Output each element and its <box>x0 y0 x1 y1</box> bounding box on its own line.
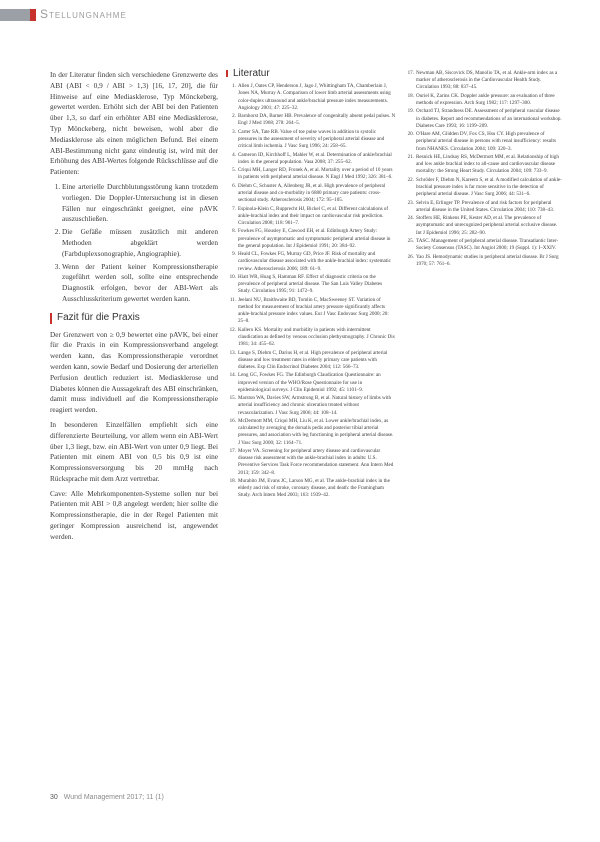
header-bar <box>0 0 600 28</box>
reference-entry <box>226 448 396 477</box>
reference-text: Stoffers HE, Rinkens PE, Kester AD, et al. The prevalence of asymptomatic and unrecognized peripheral arterial occlusive disease. Int J Epidemiol 1996; 25: 282–90. <box>416 215 558 236</box>
reference-number: 11. <box>229 296 236 303</box>
reference-entry <box>226 395 396 417</box>
reference-number: 17. <box>407 70 414 76</box>
page-footer <box>50 794 164 801</box>
reference-entry <box>404 177 564 199</box>
reference-number: 6. <box>232 182 236 189</box>
reference-entry <box>226 206 396 228</box>
reference-entry <box>226 327 396 349</box>
reference-entry <box>226 372 396 394</box>
section-heading-practice: Fazit für die Praxis <box>50 313 218 324</box>
header-block <box>0 9 30 21</box>
reference-entry <box>226 418 396 447</box>
reference-text: Cameron ID, Kirchhoff L, Mahler W, et al. Determination of ankle/brachial index in the general population. Vasa 2008; 37: 255–62. <box>238 151 392 165</box>
reference-entry <box>226 152 396 166</box>
reference-number: 21. <box>407 153 414 160</box>
reference-number: 16. <box>229 417 236 424</box>
findings-list <box>50 182 218 305</box>
reference-number: 10. <box>229 273 236 280</box>
reference-number: 19. <box>407 108 414 115</box>
reference-entry <box>404 254 564 268</box>
page-number: 30 <box>50 794 58 801</box>
list-item: 2. Die Gefäße müssen zusätzlich mit anderen Methoden abgeklärt werden (Farbduplexsonographie, Angiographie). <box>62 227 218 259</box>
reference-number: 9. <box>232 251 236 258</box>
reference-entry <box>226 297 396 326</box>
reference-entry <box>404 154 564 176</box>
section-header-title: Stellungnahme <box>40 7 127 21</box>
intro-paragraph: In der Literatur finden sich verschiedene Grenzwerte des ABI (ABI < 0,9 / ABI > 1,3) [16, 17, 20], die für Hinweise auf eine Mediasklerose, Typ Mönckeberg, gewertet werden. Erhöht sich der ABI bei den Patienten über 1,3, so darf ein erhöhter ABI eine Mediasklerose, Typ Mönckeberg, nicht beweisen, wohl aber die Mediasklerose als einen möglichen Befund. Bei einem ABI-Bestimmung nicht ganz eindeutig ist, wird mit der Erhöhung des ABI-Wertes folgende Rückschlüsse auf die Patienten: <box>50 70 218 177</box>
reference-text: Kallero KS. Mortality and morbidity in patients with intermittent claudication as defined by venous occlusion plethysmography. J Chronic Dis 1981; 34: 455–62. <box>238 326 395 348</box>
practice-paragraph: Der Grenzwert von ≥ 0,9 bewertet eine pAVK, bei einer für die Praxis in ein Kompressionsverband angelegt werden kann, das Kompressionstherapie verordnet werden kann, sowie Bedarf und Dosierung der arteriellen Perfusion deutlich reduziert ist. Mediasklerose und Diabetes können die Aussagekraft des ABI einschränken, damit muss individuell auf die Kompressionstherapie reagiert werden. <box>50 329 218 415</box>
reference-number: 15. <box>229 395 236 402</box>
reference-entry <box>226 251 396 273</box>
reference-number: 26. <box>407 253 414 260</box>
reference-number: 1. <box>232 83 236 90</box>
reference-entry <box>226 129 396 151</box>
reference-number: 13. <box>229 349 236 356</box>
reference-number: 8. <box>232 228 236 235</box>
reference-entry <box>226 183 396 205</box>
reference-text: Leng GC, Fowkes FG. The Edinburgh Claudication Questionnaire: an improved version of the WHO/Rose Questionnaire for use in epidemiological surveys. J Clin Epidemiol 1992; 45: 1101–9. <box>238 372 381 393</box>
reference-entry <box>404 70 564 92</box>
references-column-right <box>404 70 564 269</box>
reference-text: Fowkes FG, Housley E, Cawood EH, et al. Edinburgh Artery Study: prevalence of asymptomatic and symptomatic peripheral arterial disease in the general population. Int J Epidemiol 1991; 20: 384–92. <box>238 228 391 249</box>
reference-entry <box>404 238 564 252</box>
reference-entry <box>226 167 396 181</box>
reference-text: Criqui MH, Langer RD, Fronek A, et al. Mortality over a period of 10 years in patients with peripheral arterial disease. N Engl J Med 1992; 326: 381–6. <box>238 167 393 181</box>
reference-number: 17. <box>229 447 236 454</box>
reference-list <box>226 83 396 499</box>
reference-number: 2. <box>232 113 236 120</box>
reference-number: 20. <box>407 131 414 138</box>
reference-text: Schröder F, Diehm N, Kareem S, et al. A modified calculation of ankle-brachial pressure index is far more sensitive in the detection of peripheral arterial disease. J Vasc Surg 2006; 44: 531–6. <box>416 176 562 198</box>
references-heading: Literatur <box>226 70 396 77</box>
practice-paragraph: Cave: Alle Mehrkomponenten-Systeme sollen nur bei Patienten mit ABI > 0,8 angelegt werden; hier sollte die Kompressionstherapie, die in der Regel Patienten mit geringer Kompression ausreichend ist, angewendet werden. <box>50 488 218 541</box>
practice-paragraph: In besonderen Einzelfällen empfiehlt sich eine differenzierte Beurteilung, vor allem wenn ein ABI-Wert über 1,3 liegt, bzw. ein ABI-Wert von unter 0,9 liegt. Bei Patienten mit einem ABI von 0,5 bis 0,9 ist eine Kompressionsversorgung bis 20 mmHg nach Rücksprache mit dem Arzt vertretbar. <box>50 419 218 483</box>
reference-text: Carter SA, Tate RB. Value of toe pulse waves in addition to systolic pressures in the assessment of severity of peripheral arterial disease and critical limb ischemia. J Vasc Surg 1996; 24: 258–65. <box>238 128 385 150</box>
journal-citation: Wund Management 2017; 11 (1) <box>63 794 164 801</box>
reference-number: 18. <box>407 92 414 99</box>
reference-entry <box>404 131 564 153</box>
reference-text: Murabito JM, Evans JC, Larson MG, et al. The ankle-brachial index in the elderly and risk of stroke, coronary disease, and death: the Framingham Study. Arch Intern Med 2003; 163: 1939–42. <box>238 477 390 499</box>
reference-text: Resnick HE, Lindsay RS, McDermott MM, et al. Relationship of high and low ankle brachial index to all-cause and cardiovascular disease mortality: the Strong Heart Study. Circulation 2004; 109: 733–9. <box>416 153 559 175</box>
reference-text: Jeelani NU, Braithwaite BD, Tomlin C, MacSweeney ST. Variation of method for measurement of brachial artery pressure significantly affects ankle-brachial pressure index values. Eur J Vasc Endovasc Surg 2000; 20: 25–8. <box>238 296 389 325</box>
reference-text: Newman AB, Siscovick DS, Manolio TA, et al. Ankle-arm index as a marker of atherosclerosis in the Cardiovascular Health Study. Circulation 1993; 88: 837–45. <box>416 70 558 91</box>
reference-text: O'Hare AM, Glidden DV, Fox CS, Hsu CY. High prevalence of peripheral arterial disease in persons with renal insufficiency: results from NHANES. Circulation 2004; 109: 320–3. <box>416 131 556 152</box>
reference-number: 7. <box>232 205 236 212</box>
reference-text: Allen J, Oates CP, Henderson J, Jago J, Whittingham TA, Chamberlain J, Jones NA, Murray A. Comparison of lower limb arterial assessments using color-duplex ultrasound and ankle/brachial pressure index measurements. Angiology 2001; 47: 225–32. <box>238 83 391 111</box>
reference-number: 12. <box>229 326 236 333</box>
reference-entry <box>226 478 396 500</box>
reference-entry <box>226 113 396 127</box>
reference-text: Diehm C, Schuster A, Allenberg JR, et al. High prevalence of peripheral arterial disease and co-morbidity in 6880 primary care patients: cross-sectional study. Atherosclerosis 2004; 172: 95–105. <box>238 182 386 204</box>
reference-entry <box>226 83 396 112</box>
reference-text: Barnhorst DA, Barner HB. Prevalence of congenitally absent pedal pulses. N Engl J Med 1968; 278: 264–5. <box>238 113 396 127</box>
reference-entry <box>226 274 396 296</box>
reference-number: 25. <box>407 237 414 244</box>
reference-text: Ouriel K, Zarins CK. Doppler ankle pressure: an evaluation of three methods of expression. Arch Surg 1982; 117: 1297–300. <box>416 92 555 106</box>
reference-text: Heald CL, Fowkes FG, Murray GD, Price JF. Risk of mortality and cardiovascular disease associated with the ankle-brachial index: systematic review. Atherosclerosis 2006; 189: 61–9. <box>238 251 391 272</box>
reference-list <box>404 70 564 268</box>
reference-text: Marston WA, Davies SW, Armstrong B, et al. Natural history of limbs with arterial insufficiency and chronic ulceration treated without revascularization. J Vasc Surg 2006; 44: 108–14. <box>238 395 392 416</box>
reference-text: McDermott MM, Criqui MH, Liu K, et al. Lower ankle/brachial index, as calculated by averaging the dorsalis pedis and posterior tibial arterial pressures, and association with leg functioning in peripheral arterial disease. J Vasc Surg 2000; 32: 1164–71. <box>238 417 394 446</box>
reference-text: Orchard TJ, Strandness DE. Assessment of peripheral vascular disease in diabetes. Report and recommendations of an international workshop. Diabetes Care 1993; 16: 1199–209. <box>416 108 562 129</box>
reference-text: Lange S, Diehm C, Darius H, et al. High prevalence of peripheral arterial disease and low treatment rates in elderly primary care patients with diabetes. Exp Clin Endocrinol Diabetes 2004; 112: 566–73. <box>238 349 388 370</box>
reference-number: 4. <box>232 151 236 158</box>
references-column-middle <box>226 70 396 501</box>
header-accent <box>30 9 36 21</box>
reference-number: 18. <box>229 477 236 484</box>
reference-entry <box>404 108 564 130</box>
reference-entry <box>404 200 564 214</box>
reference-entry <box>404 215 564 237</box>
left-column <box>50 70 218 547</box>
reference-number: 22. <box>407 176 414 183</box>
list-item: 1. Eine arterielle Durchblutungsstörung kann trotzdem vorliegen. Die Doppler-Untersuchung ist in diesen Fällen nur eingeschränkt geeignet, eine pAVK auszuschließen. <box>62 182 218 225</box>
reference-entry <box>226 228 396 250</box>
reference-number: 5. <box>232 167 236 174</box>
reference-number: 14. <box>229 372 236 379</box>
reference-text: Espinola-Klein C, Rupprecht HJ, Bickel C, et al. Different calculations of ankle-brachial index and their impact on cardiovascular risk prediction. Circulation 2008; 118: 961–7. <box>238 205 389 226</box>
reference-number: 23. <box>407 199 414 206</box>
reference-text: Yao JS. Hemodynamic studies in peripheral arterial disease. Br J Surg 1970; 57: 761–6. <box>416 253 559 267</box>
reference-entry <box>404 93 564 107</box>
reference-number: 3. <box>232 128 236 135</box>
reference-number: 24. <box>407 215 414 222</box>
reference-entry <box>226 350 396 372</box>
reference-text: TASC. Management of peripheral arterial disease. Transatlantic Inter-Society Consensus (TASC). Int Angiol 2000; 19 (Suppl. 1): I–XXIV. <box>416 237 559 252</box>
reference-text: Selvin E, Erlinger TP. Prevalence of and risk factors for peripheral arterial disease in the United States. Circulation 2004; 110: 738–43. <box>416 199 555 213</box>
list-item: 3. Wenn der Patient keiner Kompressionstherapie zugeführt werden soll, sollte eine entsprechende Diagnostik erfolgen, bevor der ABI-Wert als Ausschlusskriterium gewertet werden kann. <box>62 262 218 305</box>
reference-text: Hiatt WR, Hoag S, Hamman RF. Effect of diagnostic criteria on the prevalence of peripheral arterial disease. The San Luis Valley Diabetes Study. Circulation 1995; 91: 1472–9. <box>238 273 383 295</box>
reference-text: Moyer VA. Screening for peripheral artery disease and cardiovascular disease risk assessment with the ankle-brachial index in adults: U.S. Preventive Services Task Force recommendation statement. Ann Intern Med 2013; 159: 342–8. <box>238 447 394 476</box>
